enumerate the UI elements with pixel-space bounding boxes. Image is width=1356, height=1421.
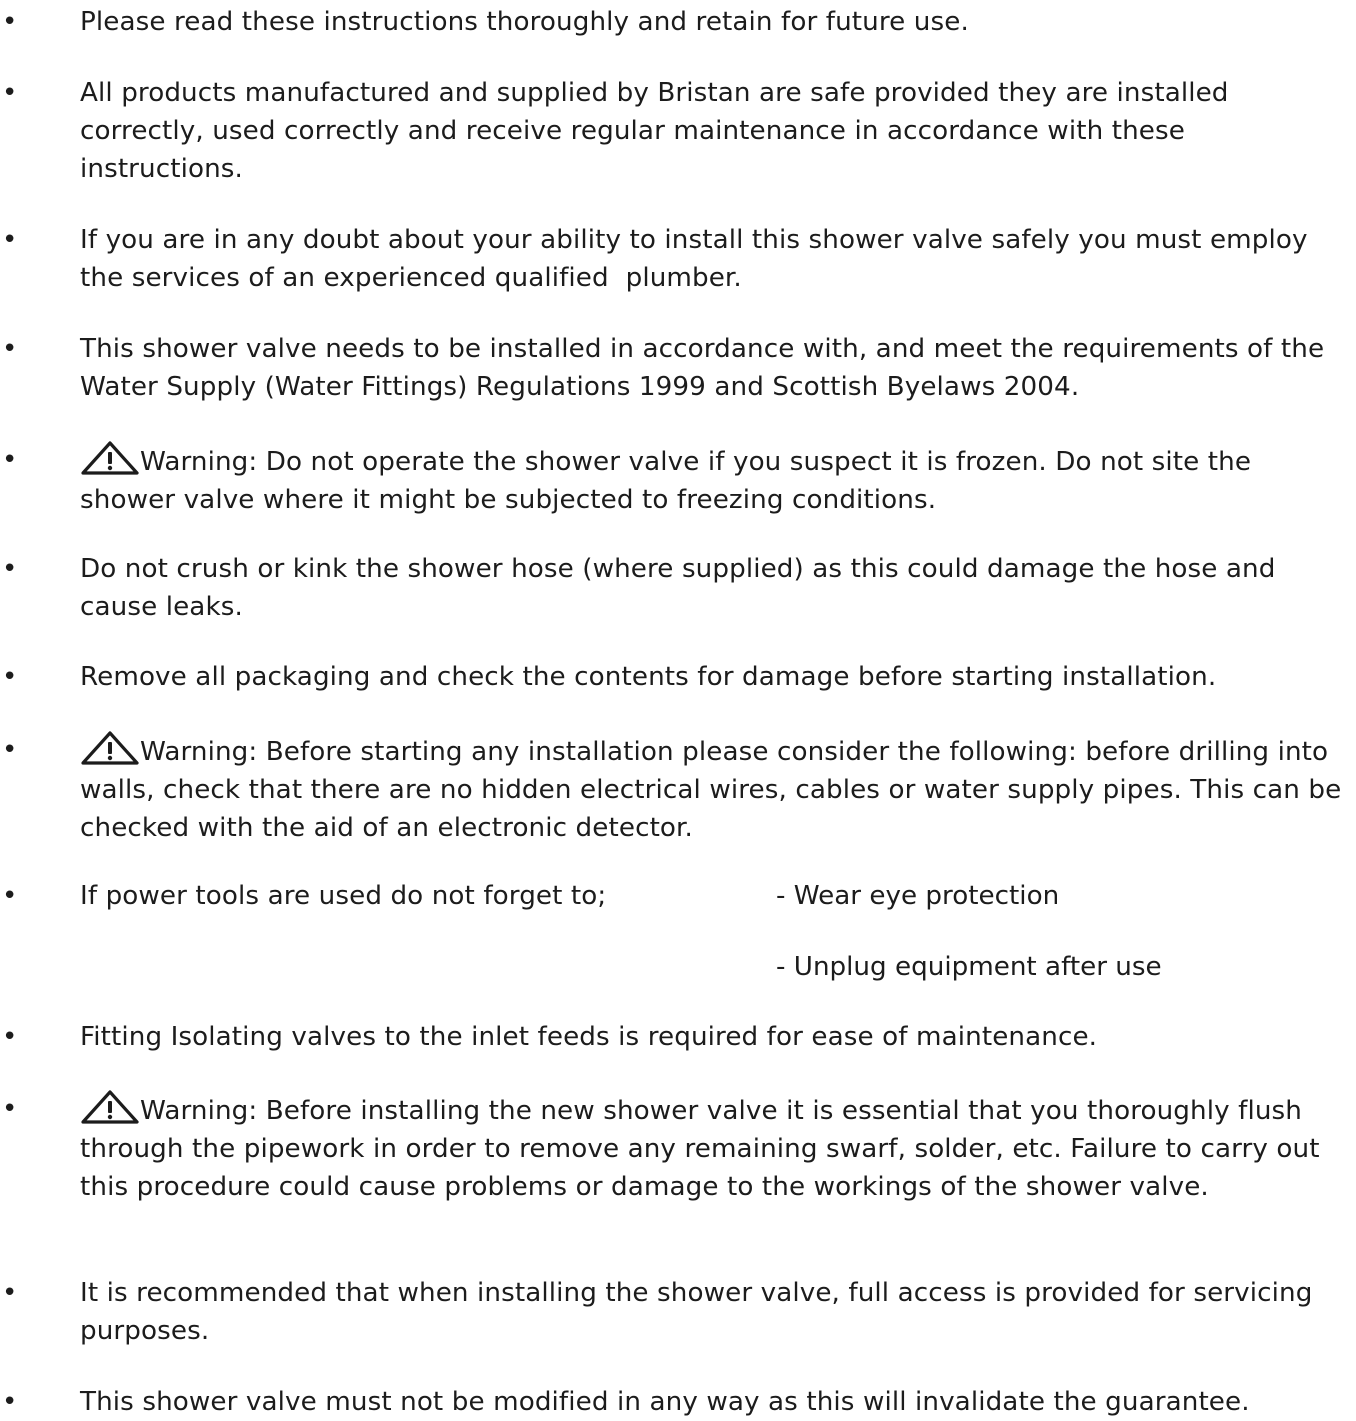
bullet: • — [2, 334, 18, 364]
bullet: • — [2, 881, 18, 911]
item-text: Warning: Do not operate the shower valve if you suspect it is frozen. Do not site the shower valve where it might be subjected to freezing conditions. — [80, 447, 1260, 515]
bullet: • — [2, 735, 18, 765]
warning-triangle-icon — [80, 1090, 140, 1124]
item-text: Warning: Before installing the new shower valve it is essential that you thoroughly flush through the pipework in order to remove any remaining swarf, solder, etc. Failure to carry out this procedure could cause problems or damage to the workings of the shower valve. — [80, 1096, 1329, 1202]
item-text: Warning: Before starting any installation please consider the following: before drilling into walls, check that there are no hidden electrical wires, cables or water supply pipes. This can be checked with the aid of an electronic detector. — [80, 737, 1350, 843]
warning-triangle-icon — [80, 731, 140, 765]
item-text: Remove all packaging and check the contents for damage before starting installation. — [80, 662, 1217, 692]
bullet: • — [2, 445, 18, 475]
item-text: This shower valve must not be modified in any way as this will invalidate the guarantee. — [80, 1387, 1250, 1417]
warning-text — [80, 1090, 1342, 1206]
item-text: Please read these instructions thoroughly and retain for future use. — [80, 7, 969, 37]
item-text: Fitting Isolating valves to the inlet feeds is required for ease of maintenance. — [80, 1022, 1098, 1052]
bullet: • — [2, 7, 18, 37]
bullet: • — [2, 1387, 18, 1417]
bullet: • — [2, 78, 18, 108]
bullet: • — [2, 1278, 18, 1308]
sub-item-eye-protection: - Wear eye protection — [776, 881, 1060, 911]
bullet: • — [2, 554, 18, 584]
bullet: • — [2, 225, 18, 255]
bullet: • — [2, 662, 18, 692]
item-text: If you are in any doubt about your ability to install this shower valve safely you must employ the services of an experienced qualified plumber. — [80, 225, 1317, 293]
sub-item-unplug: - Unplug equipment after use — [776, 952, 1162, 982]
bullet: • — [2, 1094, 18, 1124]
warning-triangle-icon — [80, 441, 140, 475]
item-text: It is recommended that when installing the shower valve, full access is provided for servicing purposes. — [80, 1278, 1321, 1346]
item-text: This shower valve needs to be installed in accordance with, and meet the requirements of the Water Supply (Water Fittings) Regulations 1999 and Scottish Byelaws 2004. — [80, 334, 1333, 402]
item-text: All products manufactured and supplied by Bristan are safe provided they are installed correctly, used correctly and receive regular maintenance in accordance with these instructions. — [80, 78, 1237, 184]
warning-text — [80, 441, 1342, 519]
item-text: Do not crush or kink the shower hose (where supplied) as this could damage the hose and cause leaks. — [80, 554, 1284, 622]
warning-text — [80, 731, 1350, 847]
item-text: If power tools are used do not forget to; — [80, 881, 607, 911]
bullet: • — [2, 1022, 18, 1052]
